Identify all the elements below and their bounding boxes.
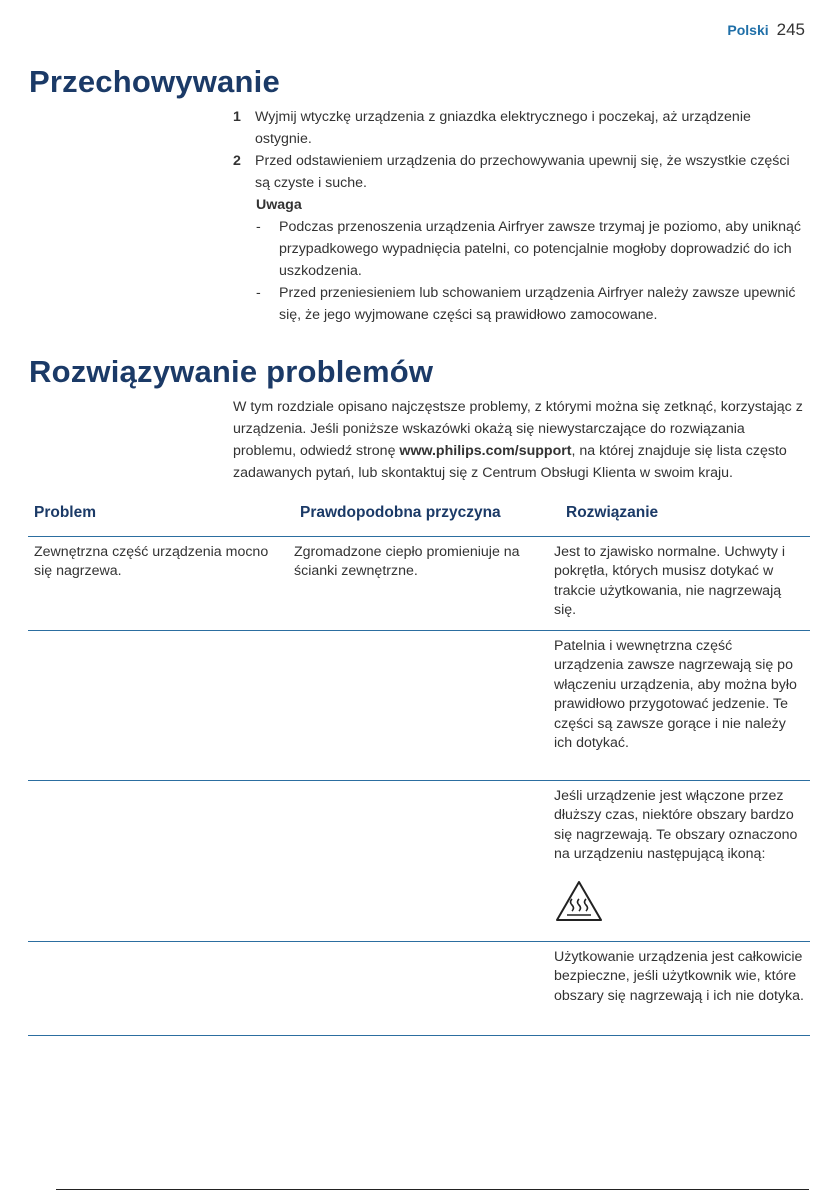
problem-cell [28, 781, 288, 941]
hot-surface-warning-icon [554, 879, 604, 923]
problem-cell [28, 942, 288, 1035]
troubleshooting-table [28, 500, 810, 1036]
storage-heading: Przechowywanie [29, 64, 280, 99]
step-number: 2 [233, 153, 241, 169]
step-item [233, 150, 793, 194]
cause-cell [288, 942, 548, 1035]
step-number: 1 [233, 109, 241, 125]
header-problem: Problem [34, 504, 97, 521]
intro-text-end: , na której znajduje się lista często zadawanych pytań, lub skontaktuj się z Centrum Obsługi Klienta w swoim kraju. [233, 443, 787, 481]
step-text: Przed odstawieniem urządzenia do przechowywania upewnij się, że wszystkie części są czyste i suche. [255, 153, 790, 191]
footer-divider [56, 1189, 809, 1190]
page-header [727, 20, 805, 40]
intro-text-start: W tym rozdziale opisano najczęstsze problemy, z którymi można się zetknąć, korzystając z urządzenia. Jeśli poniższe wskazówki okażą się niewystarczające do rozwiązania problemu, odwiedź stronę [233, 399, 803, 459]
troubleshooting-heading: Rozwiązywanie problemów [29, 354, 434, 389]
solution-cell: Użytkowanie urządzenia jest całkowicie bezpieczne, jeśli użytkownik wie, które obszary się nagrzewają i ich nie dotyka. [554, 949, 804, 1004]
cause-cell [288, 781, 548, 941]
step-text: Wyjmij wtyczkę urządzenia z gniazdka elektrycznego i poczekaj, aż urządzenie ostygnie. [255, 109, 751, 147]
table-header-row [28, 500, 810, 537]
note-text: Przed przeniesieniem lub schowaniem urządzenia Airfryer należy zawsze upewnić się, że jego wyjmowane części są prawidłowo zamocowane. [279, 285, 796, 323]
cause-cell [288, 631, 548, 780]
table-row [28, 631, 810, 781]
note-title: Uwaga [256, 197, 302, 213]
table-row [28, 781, 810, 942]
support-link[interactable]: www.philips.com/support [399, 443, 572, 459]
solution-cell [548, 781, 810, 941]
table-row [28, 537, 810, 631]
bullet-dash: - [256, 285, 261, 301]
note-item [256, 282, 811, 326]
problem-cell [28, 631, 288, 780]
troubleshooting-intro [233, 396, 811, 484]
header-solution: Rozwiązanie [566, 504, 659, 521]
solution-cell: Patelnia i wewnętrzna część urządzenia zawsze nagrzewają się po włączeniu urządzenia, aby można było prawidłowo przygotować jedzenie. Te części są zawsze gorące i nie należy ich dotykać. [554, 638, 797, 752]
note-item [256, 216, 811, 282]
problem-cell: Zewnętrzna część urządzenia mocno się nagrzewa. [34, 544, 269, 580]
note-text: Podczas przenoszenia urządzenia Airfryer zawsze trzymaj je poziomo, aby uniknąć przypadkowego wypadnięcia patelni, co potencjalnie mogłoby doprowadzić do ich uszkodzenia. [279, 219, 802, 279]
storage-note [256, 194, 811, 326]
solution-cell: Jest to zjawisko normalne. Uchwyty i pokrętła, których musisz dotykać w trakcie użytkowania, nie nagrzewają się. [554, 544, 786, 619]
cause-cell: Zgromadzone ciepło promieniuje na ścianki zewnętrzne. [294, 544, 520, 580]
page-number: 245 [776, 20, 805, 39]
table-row [28, 942, 810, 1036]
header-cause: Prawdopodobna przyczyna [300, 504, 501, 521]
bullet-dash: - [256, 219, 261, 235]
language-label: Polski [727, 22, 769, 38]
storage-steps [233, 106, 793, 194]
note-list [256, 216, 811, 326]
step-item [233, 106, 793, 150]
solution-text: Jeśli urządzenie jest włączone przez dłuższy czas, niektóre obszary bardzo się nagrzewają. Te obszary oznaczono na urządzeniu następującą ikoną: [554, 788, 798, 863]
